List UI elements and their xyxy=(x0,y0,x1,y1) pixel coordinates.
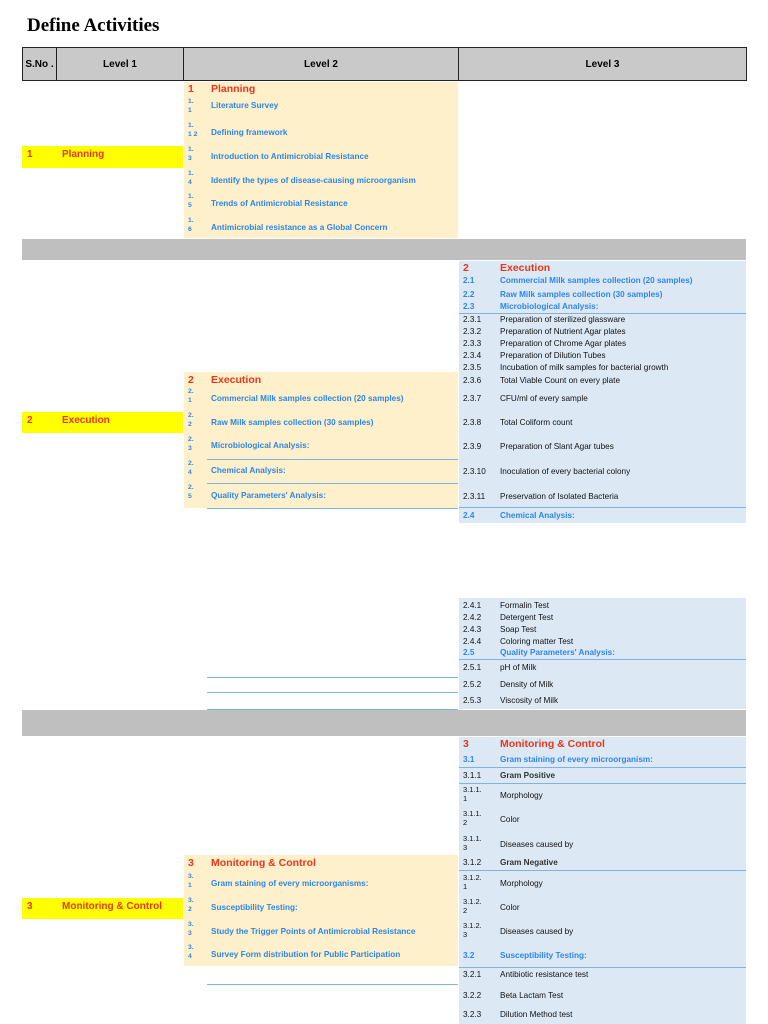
level1-label: Planning xyxy=(62,149,105,160)
level1-label: Monitoring & Control xyxy=(62,901,162,912)
row-rule xyxy=(459,507,746,508)
row-rule xyxy=(207,984,458,985)
header-level2-label: Level 2 xyxy=(304,58,338,70)
row-rule xyxy=(459,967,746,968)
row-rule xyxy=(207,459,458,460)
header-level2 xyxy=(183,47,459,81)
header-level1-label: Level 1 xyxy=(103,58,137,70)
header-sno xyxy=(22,47,57,81)
page-title: Define Activities xyxy=(27,15,160,36)
row-rule xyxy=(459,783,746,784)
level1-label: Execution xyxy=(62,415,110,426)
section-separator xyxy=(22,710,746,736)
level2-execution-panel: 2 Execution 2. 1 Commercial Milk samples collection (20 samples) 2. 2 Raw Milk samples collection (30 samples) 2. 3 Microbiological Analysis: 2. 4 Chemical Analysis: 2. 5 Quality Parameters' Analysis: xyxy=(184,372,458,508)
row-rule xyxy=(207,483,458,484)
header-level1 xyxy=(56,47,184,81)
level1-number: 3 xyxy=(27,901,33,912)
level1-number: 1 xyxy=(27,149,33,160)
header-level3-label: Level 3 xyxy=(585,58,620,70)
section-separator xyxy=(22,239,746,260)
header-level3 xyxy=(458,47,747,81)
row-rule xyxy=(459,767,746,768)
level1-execution xyxy=(22,412,183,433)
row-rule xyxy=(459,313,746,314)
level3-monitoring-panel: 3 Monitoring & Control 3.1 Gram staining of every microorganism: 3.1.1 Gram Positive 3.1.1. 1 Morphology 3.1.1. 2 Color 3.1.1. 3 Diseases caused by 3.1.2 Gram Negative 3.1.2. 1 Morphology 3.1.2. 2 Color 3.1.2. 3 Diseases caused by 3.2 Susceptibility Testing: 3.2.1 Antibiotic resistance test 3.2.2 Beta Lactam Test 3.2.3 Dilution Method test xyxy=(459,737,746,1024)
level3-execution-panel-continued: 2.4.1 Formalin Test 2.4.2 Detergent Test 2.4.3 Soap Test 2.4.4 Coloring matter Test 2.5 Quality Parameters' Analysis: 2.5.1 pH of Milk 2.5.2 Density of Milk 2.5.3 Viscosity of Milk xyxy=(459,598,746,709)
row-rule xyxy=(459,870,746,871)
row-rule xyxy=(207,508,458,509)
level1-planning xyxy=(22,146,183,168)
row-rule xyxy=(207,677,458,678)
level2-monitoring-panel: 3 Monitoring & Control 3. 1 Gram staining of every microorganisms: 3. 2 Susceptibility Testing: 3. 3 Study the Trigger Points of Antimicrobial Resistance 3. 4 Survey Form distribution for Public Participation xyxy=(184,855,458,966)
level2-planning-panel: 1 Planning 1. 1 Literature Survey 1. 1 2 Defining framework 1. 3 Introduction to Antimicrobial Resistance 1. 4 Identify the types of disease-causing microorganism 1. 5 Trends of Antimicrobial Resistance 1. 6 Antimicrobial resistance as a Global Concern xyxy=(184,82,458,238)
level1-number: 2 xyxy=(27,415,33,426)
level3-execution-panel: 2 Execution 2.1 Commercial Milk samples collection (20 samples) 2.2 Raw Milk samples collection (30 samples) 2.3 Microbiological Analysis: 2.3.1 Preparation of sterilized glassware 2.3.2 Preparation of Nutrient Agar plates 2.3.3 Preparation of Chrome Agar plates 2.3.4 Preparation of Dilution Tubes 2.3.5 Incubation of milk samples for bacterial growth 2.3.6 Total Viable Count on every plate 2.3.7 CFU/ml of every sample 2.3.8 Total Coliform count 2.3.9 Preparation of Slant Agar tubes 2.3.10 Inoculation of every bacterial colony 2.3.11 Preservation of Isolated Bacteria 2.4 Chemical Analysis: xyxy=(459,261,746,523)
row-rule xyxy=(207,692,458,693)
row-rule xyxy=(459,659,746,660)
header-sno-label: S.No . xyxy=(25,58,54,70)
level1-monitoring-control xyxy=(22,898,183,919)
